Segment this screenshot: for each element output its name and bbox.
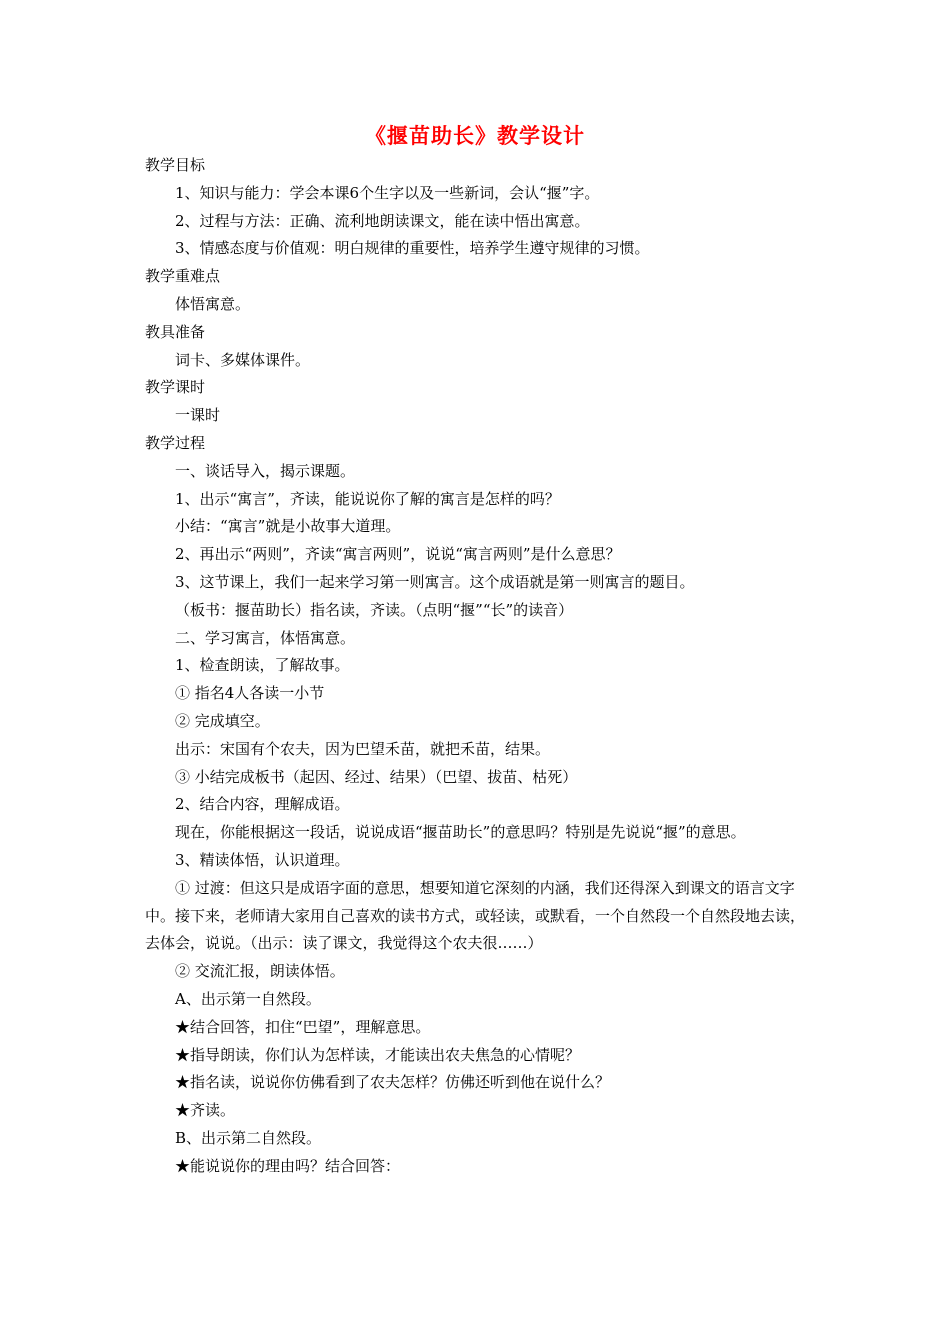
paragraph-line: 现在，你能根据这一段话，说说成语“揠苗助长”的意思吗？特别是先说说“揠”的意思。 [175, 823, 746, 842]
paragraph-line: 词卡、多媒体课件。 [175, 350, 311, 369]
section-heading: 教具准备 [145, 322, 206, 341]
paragraph-line: 1、检查朗读，了解故事。 [175, 656, 350, 675]
paragraph-line: B、出示第二自然段。 [175, 1128, 322, 1147]
paragraph-line: ★能说说你的理由吗？结合回答： [175, 1156, 401, 1175]
paragraph-line: 二、学习寓言，体悟寓意。 [175, 628, 356, 647]
paragraph-line: 2、过程与方法：正确、流利地朗读课文，能在读中悟出寓意。 [175, 211, 590, 230]
paragraph-line: 一课时 [175, 406, 221, 425]
section-heading: 教学重难点 [145, 267, 221, 286]
paragraph-line: A、出示第一自然段。 [175, 989, 321, 1008]
paragraph-line: ★齐读。 [175, 1101, 236, 1120]
paragraph-line: （板书：揠苗助长）指名读，齐读。（点明“揠”“长”的读音） [175, 600, 574, 619]
paragraph-line: ③ 小结完成板书（起因、经过、结果）（巴望、拔苗、枯死） [175, 767, 578, 786]
paragraph-line: ① 指名4人各读一小节 [175, 684, 325, 703]
paragraph-line: 一、谈话导入，揭示课题。 [175, 461, 356, 480]
paragraph-line: ★指名读，说说你仿佛看到了农夫怎样？仿佛还听到他在说什么？ [175, 1073, 611, 1092]
paragraph-line: 3、这节课上，我们一起来学习第一则寓言。这个成语就是第一则寓言的题目。 [175, 572, 695, 591]
section-heading: 教学过程 [145, 433, 206, 452]
section-heading: 教学目标 [145, 156, 206, 174]
paragraph-line: ① 过渡：但这只是成语字面的意思，想要知道它深刻的内涵，我们还得深入到课文的语言文字中。接下来，老师请大家用自己喜欢的读书方式，或轻读，或默看，一个自然段一个自然段地去读，去体会，说说。（出示：读了课文，我觉得这个农夫很……） [145, 878, 806, 953]
paragraph-line: ★结合回答，扣住“巴望”，理解意思。 [175, 1017, 431, 1036]
paragraph-line: ② 交流汇报，朗读体悟。 [175, 962, 345, 981]
document-title: 《揠苗助长》教学设计 [365, 123, 585, 148]
paragraph-line: 3、精读体悟，认识道理。 [175, 850, 350, 869]
paragraph-line: 出示：宋国有个农夫，因为巴望禾苗，就把禾苗，结果。 [175, 739, 551, 758]
section-heading: 教学课时 [145, 378, 206, 397]
paragraph-line: 小结：“寓言”就是小故事大道理。 [175, 517, 401, 536]
paragraph-line: 2、结合内容，理解成语。 [175, 795, 350, 814]
paragraph-line: 体悟寓意。 [175, 294, 251, 313]
paragraph-line: ★指导朗读，你们认为怎样读，才能读出农夫焦急的心情呢？ [175, 1045, 581, 1064]
paragraph-line: 1、知识与能力：学会本课6个生字以及一些新词，会认“揠”字。 [175, 183, 600, 202]
paragraph-line: 1、出示“寓言”，齐读，能说说你了解的寓言是怎样的吗？ [175, 489, 560, 508]
document-body [145, 152, 805, 1180]
paragraph-line: 3、情感态度与价值观：明白规律的重要性，培养学生遵守规律的习惯。 [175, 239, 650, 258]
paragraph-line: ② 完成填空。 [175, 711, 270, 730]
paragraph-line: 2、再出示“两则”，齐读“寓言两则”，说说“寓言两则”是什么意思？ [175, 545, 621, 564]
